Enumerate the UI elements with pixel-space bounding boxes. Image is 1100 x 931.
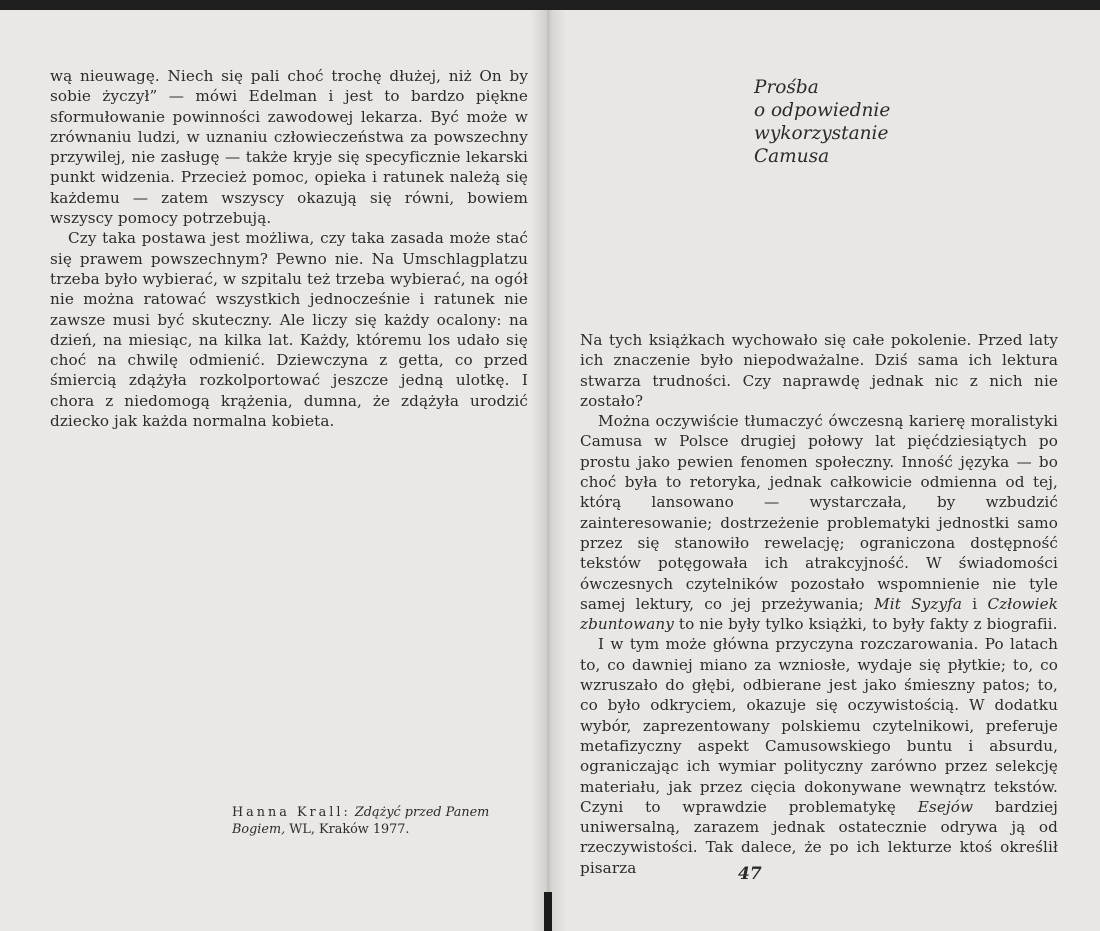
book-gutter	[530, 10, 566, 931]
right-paragraph-1: Na tych książkach wychowało się całe pokolenie. Przed laty ich znaczenie było niepodważalne. Dziś sama ich lektura stwarza trudności. Czy naprawdę jednak nic z nich nie zostało?	[580, 331, 1058, 410]
left-paragraph-2: Czy taka postawa jest możliwa, czy taka zasada może stać się prawem powszechnym? Pewno nie. Na Umschlagplatzu trzeba było wybierać, w szpitalu też trzeba wybierać, na ogół nie można ratować wszystkich jednocześnie i ratunek nie zawsze musi być skuteczny. Ale liczy się każdy ocalony: na dzień, na miesiąc, na kilka lat. Każdy, któremu los udało się choć na chwilę odmienić. Dziewczyna z getta, co przed śmiercią zdążyła rozkolportować jeszcze jedną ulotkę. I chora z niedomogą krążenia, dumna, że zdążyła urodzić dziecko jak każda normalna kobieta.	[50, 229, 528, 431]
right-paragraph-3	[580, 634, 1058, 878]
bibliographic-footnote	[232, 804, 542, 838]
left-page-body	[50, 66, 528, 431]
footnote-author: Hanna Krall:	[232, 805, 351, 820]
right-paragraph-2-before: Można oczywiście tłumaczyć ówczesną karierę moralistyki Camusa w Polsce drugiej połowy lat pięćdziesiątych po prostu jako pewien fenomen społeczny. Inność języka — bo choć była to retoryka, jednak całkowicie odmienna od tej, którą lansowano — wystarczała, by wzbudzić zainteresowanie; dostrzeżenie problematyki jednostki samo przez się stanowiło rewelację; ograniczona dostępność tekstów potęgowała ich atrakcyjność. W świadomości ówczesnych czytelników pozostało wspomnienie nie tyle samej lektury, co jej przeżywania;	[580, 412, 1058, 613]
book-title-czlowiek-zbuntowany: Człowiek zbuntowany	[580, 594, 1059, 634]
right-paragraph-2-after: to nie były tylko książki, to były fakty z biografii.	[678, 615, 1058, 634]
right-paragraph-3-after: bardziej uniwersalną, zarazem jednak ostatecznie odrywa ją od rzeczywistości. Tak dalece, że po ich lekturze ktoś określił pisarza	[580, 797, 1058, 877]
scan-top-edge	[0, 0, 1100, 10]
book-title-esejow: Esejów	[917, 797, 974, 816]
right-paragraph-2	[580, 411, 1058, 634]
conjunction: i	[972, 594, 978, 613]
footnote-publisher: WL, Kraków 1977.	[289, 822, 410, 837]
footnote-title: Zdążyć przed Panem Bogiem,	[232, 805, 490, 837]
binding-edge	[544, 892, 552, 931]
right-paragraph-3-before: I w tym może główna przyczyna rozczarowania. Po latach to, co dawniej miano za wzniosłe, wydaje się płytkie; to, co wzruszało do głębi, odbierane jest jako śmieszny patos; to, co było odkryciem, okazuje się oczywistością. W dodatku wybór, zaprezentowany polskiemu czytelnikowi, preferuje metafizyczny aspekt Camusowskiego buntu i absurdu, ograniczając ich wymiar polityczny zarówno przez selekcję materiału, jak przez cięcia dokonywane wewnątrz tekstów. Czyni to wprawdzie problematykę	[580, 635, 1058, 816]
chapter-heading: Prośba o odpowiednie wykorzystanie Camusa	[754, 77, 891, 167]
book-title-mit-syzyfa: Mit Syzyfa	[874, 594, 963, 613]
left-paragraph-1: wą nieuwagę. Niech się pali choć trochę dłużej, niż On by sobie życzył” — mówi Edelman i jest to bardzo piękne sformułowanie powinności zawodowej lekarza. Być może w zrównaniu ludzi, w uznaniu człowieczeństwa za powszechny przywilej, nie zasługę — także kryje się specyficznie lekarski punkt widzenia. Przecież pomoc, opieka i ratunek należą się każdemu — zatem wszyscy okazują się równi, bowiem wszyscy pomocy potrzebują.	[50, 67, 528, 228]
right-page-body	[580, 330, 1058, 878]
page-number: 47	[738, 864, 762, 884]
